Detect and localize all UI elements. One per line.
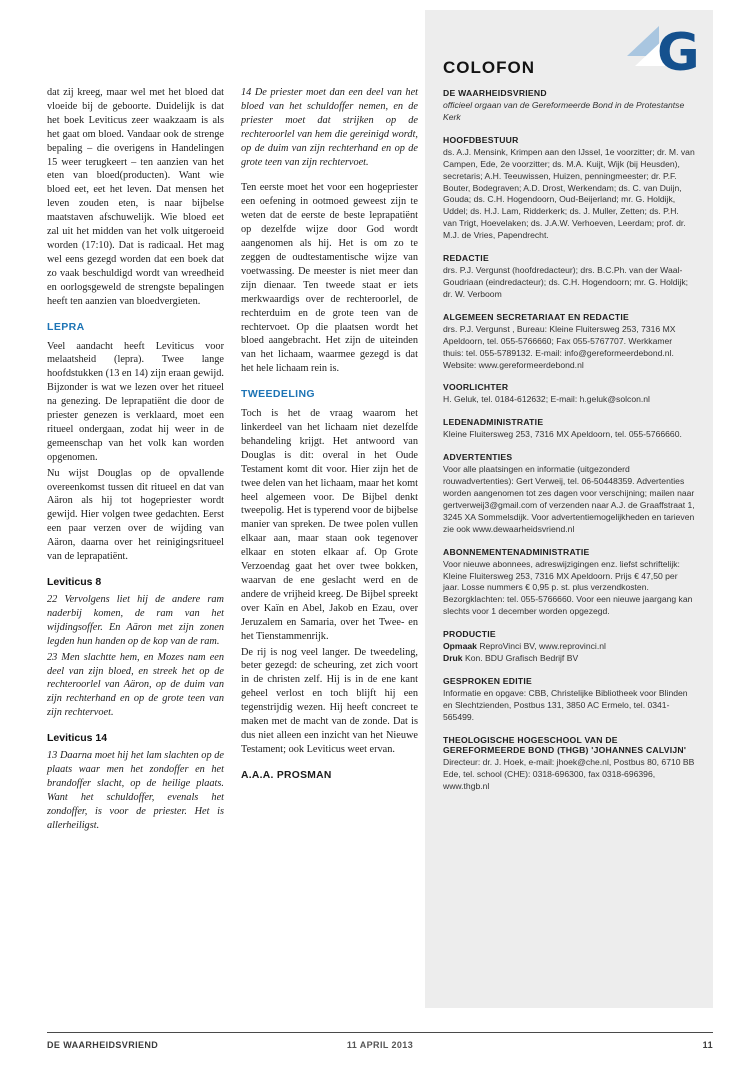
paragraph: Veel aandacht heeft Leviticus voor melaatsheid (lepra). Twee lange hoofdstukken (13 en 14) zijn eraan gewijd. Bijzonder is wat we lezen over het ritueel na genezing. De leprapatiënt die door de priester genezen is verklaard, moet een ritueel ondergaan, zodat hij weer in de gemeenschap van het volk kan worden opgenomen. (47, 340, 224, 463)
section-body: Directeur: dr. J. Hoek, e-mail: jhoek@che.nl, Postbus 80, 6710 BB Ede, tel. school (CHE): 0318-696300, fax 0318-696396, www.thgb.nl (443, 756, 695, 791)
productie-opmaak-label: Opmaak (443, 641, 477, 652)
section-heading: DE WAARHEIDSVRIEND (443, 88, 547, 98)
paragraph: Toch is het de vraag waarom het linkerdeel van het lichaam niet dezelfde behandeling krijgt. Het antwoord van Douglas is dit: overal in het Oude Testament komt dit voor. Hier zijn het de twee delen van het lichaam, maar het komt heel algemeen voor. De Bijbel denkt tweepolig. Het is typerend voor de bijbelse manier van spreken. De twee polen vullen elkaar aan, maar staan ook tegenover elkaar en stoten elkaar af. Op Grote Verzoendag gaat het over twee bokken, waarvan de ene geslacht werd en de andere de vrijheid kreeg. De Bijbel spreekt over Kaïn en Abel, Jakob en Ezau, over Jeruzalem en Samaria, over het Twee- en het Tienstammenrijk. (241, 408, 419, 642)
paragraph: Nu wijst Douglas op de opvallende overeenkomst tussen dit ritueel en dat van Aäron als hij tot hogepriester wordt gewijd. Hier volgen twee gedachten. Eerst een paar verzen over de wijding van Aäron, daarna over het reinigingsritueel van de leprapatiënt. (47, 467, 224, 563)
heading-leviticus-14: Leviticus 14 (47, 732, 108, 745)
section-body: Kleine Fluitersweg 253, 7316 MX Apeldoorn, tel. 055-5766660. (443, 429, 682, 440)
section-body: drs. P.J. Vergunst , Bureau: Kleine Fluitersweg 253, 7316 MX Apeldoorn, tel. 055-5766660; Fax 055-5767707. Werkkamer thuis: tel. 055-5789132. E-mail: info@gereformeerdebond.nl. Website: www.gereformeerdebond.nl (443, 323, 676, 370)
colofon-section-waarheidsvriend (443, 88, 695, 124)
article-column-2 (241, 86, 418, 845)
logo-icon (621, 16, 701, 80)
scripture-quote: 23 Men slachtte hem, en Mozes nam een deel van zijn bloed, en streek het op de rechteroorlel van Aäron, op de duim van zijn rechterhand en op de grote teen van zijn rechtervoet. (47, 651, 224, 719)
section-heading: PRODUCTIE (443, 629, 496, 640)
scripture-quote: 13 Daarna moet hij het lam slachten op de plaats waar men het zondoffer en het brandoffer slacht, op de heilige plaats. Want het schuldoffer, evenals het zondoffer, is voor de priester. Het is allerheiligst. (47, 750, 224, 831)
footer-magazine-name: DE WAARHEIDSVRIEND (47, 1040, 159, 1050)
heading-tweedeling: TWEEDELING (241, 388, 315, 401)
paragraph: Ten eerste moet het voor een hogepriester een oefening in ootmoed geweest zijn te weten dat de eerste de beste leprapatiënt op dezelfde wijze door God wordt aangenomen als hij. Het is om zo te zeggen de oudtestamentische wijze van voetwassing. De meester is niet meer dan zijn dienaar. Ten tweede staat er iets merkwaardigs over de rechteroorlel, de rechterduim en de grote teen van de rechtervoet. Op die plaatsen wordt het bloed aangebracht. Het zijn de uiteinden van het lichaam, waarmee gezegd is dat het hele lichaam rein is. (241, 182, 418, 375)
heading-leviticus-8: Leviticus 8 (47, 576, 102, 588)
colofon-section-thgb (443, 735, 695, 793)
section-body: drs. P.J. Vergunst (hoofdredacteur); drs. B.C.Ph. van der Waal-Goudriaan (eindredacteur); ds. C.H. Hogendoorn; mr. G. Holdijk; dr. W. Verboom (443, 265, 689, 299)
section-body: H. Geluk, tel. 0184-612632; E-mail: h.geluk@solcon.nl (443, 394, 650, 405)
article-body (47, 86, 419, 845)
section-body: Informatie en opgave: CBB, Christelijke Bibliotheek voor Blinden en Slechtzienden, Postbus 131, 3850 AC Ermelo, tel. 0341-565499. (443, 688, 688, 722)
section-body: ds. A.J. Mensink, Krimpen aan den IJssel, 1e voorzitter; dr. M. van Campen, Ede, 2e voorzitter; ds. M.A. Kuijt, Wijk (bij Heusden), secretaris; A.H. Teeuwissen, Huizen, penningmeester; dr. P.F. Bouter, Bodegraven; A.D. Drost, Werkendam; ds. C. van Duijn, Gouda; ds. C.H. Hogendoorn, Oud-Beijerland; mr. G. Holdijk, Uddel; ds. H.J. Lam, Ridderkerk; ds. J. Muller, Zetten; ds. P.H. van Trigt, Hoevelaken; ds. J.A.W. Verhoeven, Leerdam; prof. dr. M.J. de Vries, Papendrecht. (443, 146, 695, 241)
section-body (443, 653, 695, 665)
scripture-quote: 14 De priester moet dan een deel van het bloed van het schuldoffer nemen, en de priester moet dat strijken op de rechteroorlel van hem die gereinigd wordt, op de duim van zijn rechterhand en op de grote teen van zijn rechtervoet. (241, 87, 418, 168)
section-body (443, 641, 695, 653)
section-heading: ABONNEMENTENADMINISTRATIE (443, 546, 590, 557)
productie-druk-label: Druk (443, 653, 463, 664)
scripture-quote: 22 Vervolgens liet hij de andere ram naderbij komen, de ram van het wijdingsoffer. En Aäron met zijn zonen legden hun handen op de kop van de ram. (47, 594, 224, 647)
section-heading: GESPROKEN EDITIE (443, 676, 532, 686)
colofon-section-advertenties (443, 452, 695, 535)
footer-page-number: 11 (702, 1040, 713, 1050)
productie-opmaak-text: ReproVinci BV, www.reprovinci.nl (479, 641, 606, 652)
section-heading: THEOLOGISCHE HOGESCHOOL VAN DE GEREFORMEERDE BOND (THGB) 'JOHANNES CALVIJN' (443, 734, 687, 755)
colofon-title: COLOFON (443, 58, 535, 77)
section-heading: VOORLICHTER (443, 382, 509, 393)
paragraph: De rij is nog veel langer. De tweedeling, beter gezegd: de scheuring, zet zich voort in de christen zelf. Hij is in de ene kant geheel verlost en toch blijft hij een tegenstrijdig wezen. Hij heeft concreet te maken met de macht van de zonde. Dat is dus niet alleen een inzicht van het Nieuwe Testament; ook Leviticus weet ervan. (241, 646, 418, 755)
colofon-section-redactie (443, 253, 695, 301)
author-byline: A.A.A. PROSMAN (241, 769, 332, 781)
colofon-sidebar (425, 10, 713, 1008)
section-heading: REDACTIE (443, 253, 489, 264)
section-body: Voor nieuwe abonnees, adreswijzigingen enz. liefst schriftelijk: Kleine Fluitersweg 253, 7316 MX Apeldoorn. Prijs € 47,50 per jaar. Losse nummers € 0,95 p. st. plus verzendkosten. Bezorgklachten: tel. 055-5766660. Voor een nieuwe jaargang kan slechts voor 1 december worden opgezegd. (443, 558, 693, 617)
page-footer (47, 1032, 713, 1050)
paragraph: dat zij kreeg, maar wel met het bloed dat vloeide bij de geboorte. Duidelijk is dat het boek Leviticus zeer waakzaam is als het gaat om bloed. Vandaar ook de strenge bepaling – die overigens in Handelingen 15 weer terugkeert – ten aanzien van het eten van bloed(producten). Want wie bloed eet, eet het leven. Dat mensen het leven zouden eten, is naar bijbelse maatstaven afschuwelijk. Wie bloed eet zal uit het midden van het volk uitgeroeid worden (17:10). Dat is radicaal. Het mag wel eens gezegd worden dat een boek dat zo vaak beschuldigd wordt van wreedheid en oorlogsgeweld de strengste bepalingen heeft ten aanzien van bloedvergieten. (47, 87, 224, 307)
colofon-section-hoofdbestuur (443, 135, 695, 242)
colofon-section-gesproken-editie (443, 676, 695, 724)
footer-issue-date: 11 APRIL 2013 (346, 1040, 414, 1050)
section-heading: LEDENADMINISTRATIE (443, 417, 544, 428)
heading-lepra: LEPRA (47, 320, 85, 333)
colofon-section-secretariaat (443, 312, 695, 372)
colofon-section-abonnementen (443, 547, 695, 619)
logo-letter: G (657, 23, 700, 80)
productie-druk-text: Kon. BDU Grafisch Bedrijf BV (464, 653, 579, 664)
section-heading: ADVERTENTIES (443, 452, 513, 463)
section-heading: ALGEMEEN SECRETARIAAT EN REDACTIE (443, 311, 630, 322)
section-heading: HOOFDBESTUUR (443, 134, 519, 145)
section-body: officieel orgaan van de Gereformeerde Bond in de Protestantse Kerk (443, 100, 685, 122)
colofon-section-voorlichter (443, 382, 695, 406)
colofon-section-productie (443, 629, 695, 665)
gereformeerde-bond-logo (621, 16, 701, 80)
article-column-1 (47, 86, 224, 845)
section-body: Voor alle plaatsingen en informatie (uitgezonderd rouwadvertenties): Gert Verweij, tel. 06-50448359. Advertenties worden aangenomen tot zes dagen voor verschijning; mailen naar gertverweij3@gmail.com of verzenden naar A.J. de Graaffstraat 1, 3245 XA Sommelsdijk. Voor advertentiemogelijkheden en tarieven zie ook www.dewaarheidsvriend.nl (443, 464, 695, 534)
colofon-section-ledenadministratie (443, 417, 695, 441)
